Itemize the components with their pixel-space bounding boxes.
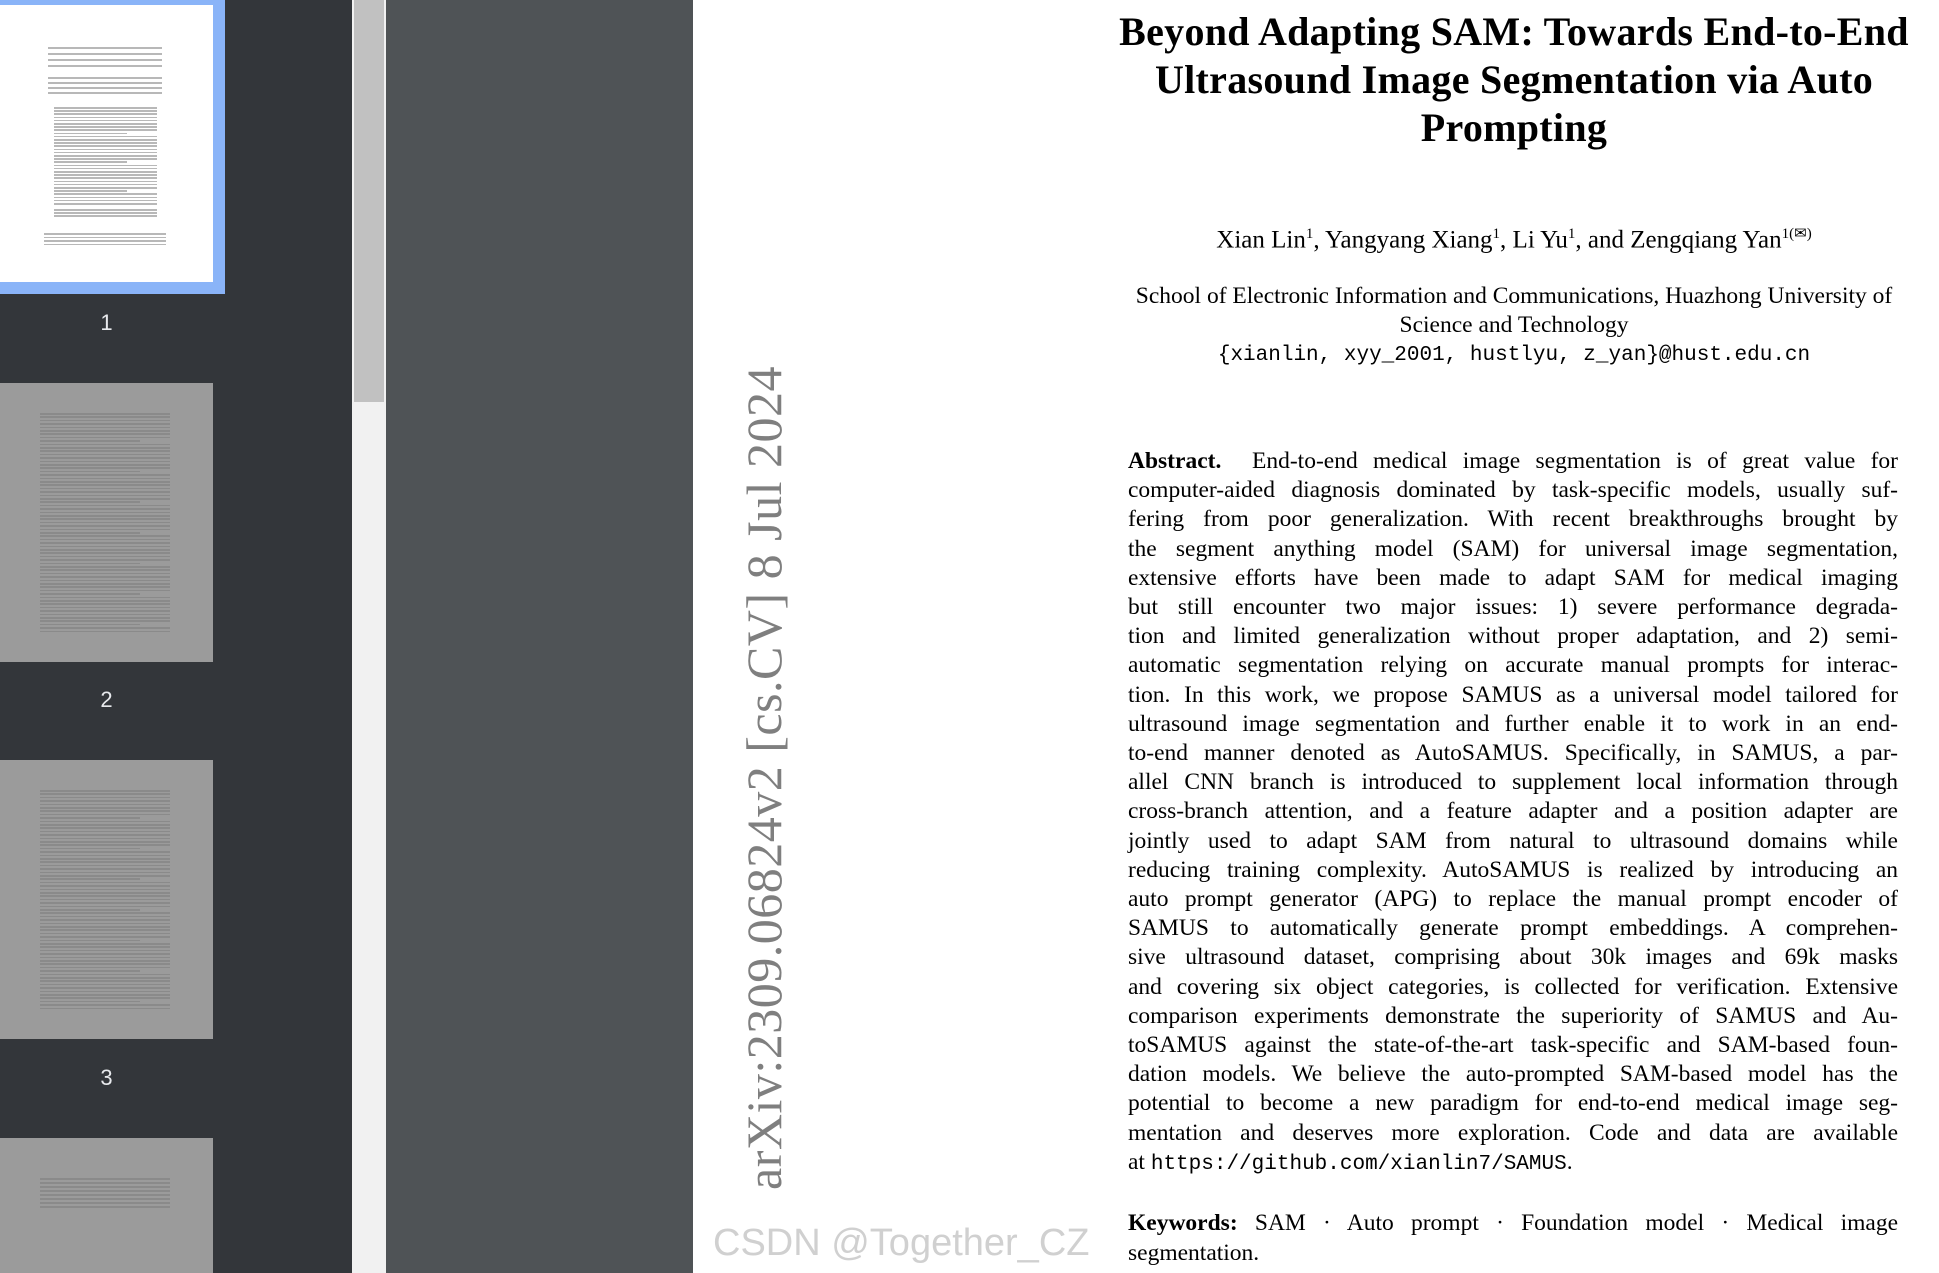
abstract-line: fering from poor generalization. With recent breakthroughs brought by bbox=[1128, 506, 1898, 533]
abstract-line: allel CNN branch is introduced to supplement local information through bbox=[1128, 769, 1898, 796]
thumbnail-text-line bbox=[40, 413, 170, 415]
thumbnail-text-line bbox=[40, 614, 170, 616]
thumbnail-text-line bbox=[40, 831, 170, 833]
thumbnail-sidebar bbox=[0, 0, 352, 1273]
thumbnail-text-line bbox=[40, 505, 170, 507]
thumbnail-text-line bbox=[40, 471, 140, 473]
thumbnail-text-line bbox=[40, 498, 170, 500]
abstract-line: sive ultrasound dataset, comprising about 30k images and 69k masks bbox=[1128, 944, 1898, 971]
abstract-line: mentation and deserves more exploration. Code and data are available bbox=[1128, 1119, 1898, 1146]
thumbnail-text-line bbox=[40, 872, 170, 874]
thumbnail-text-line bbox=[54, 177, 157, 179]
thumbnail-text-line bbox=[48, 65, 162, 67]
affiliation: Science and Technology bbox=[1399, 312, 1629, 338]
page-thumbnail-3[interactable] bbox=[0, 760, 213, 1039]
abstract-line: reducing training complexity. AutoSAMUS is realized by introducing an bbox=[1128, 856, 1898, 883]
thumbnail-text-line bbox=[40, 970, 140, 972]
abstract-text: at bbox=[1128, 1148, 1151, 1175]
thumbnail-text-line bbox=[40, 953, 170, 955]
affiliation-mark: 1 bbox=[1492, 226, 1501, 242]
thumbnail-text-line bbox=[40, 600, 170, 602]
thumbnail-text-line bbox=[54, 203, 157, 205]
thumbnail-text-line bbox=[40, 987, 170, 989]
thumbnail-text-line bbox=[40, 631, 170, 633]
thumbnail-text-line bbox=[40, 1206, 170, 1208]
title-line: Prompting bbox=[1420, 105, 1608, 150]
thumbnail-text-line bbox=[40, 889, 170, 891]
thumbnail-text-line bbox=[40, 875, 170, 877]
thumbnail-text-line bbox=[40, 515, 170, 517]
thumbnail-text-line bbox=[40, 484, 170, 486]
affiliation-mark: 1(✉) bbox=[1781, 226, 1812, 242]
abstract-line bbox=[1128, 1148, 1898, 1179]
author-name: Li Yu bbox=[1512, 226, 1568, 254]
thumbnail-text-line bbox=[48, 47, 162, 49]
thumbnail-text-line bbox=[48, 82, 162, 84]
thumbnail-text-line bbox=[54, 139, 157, 141]
thumbnail-text-line bbox=[40, 549, 170, 551]
keywords bbox=[1128, 1208, 1898, 1268]
thumbnail-text-line bbox=[40, 532, 140, 534]
thumbnail-text-line bbox=[54, 155, 157, 157]
thumbnail-text-line bbox=[40, 902, 170, 904]
thumbnail-text-line bbox=[40, 576, 170, 578]
thumbnail-text-line bbox=[40, 447, 170, 449]
thumbnail-text-line bbox=[40, 963, 170, 965]
page-number-label: 2 bbox=[100, 687, 113, 712]
thumbnail-text-line bbox=[40, 800, 170, 802]
thumbnail-text-line bbox=[40, 912, 170, 914]
author-list bbox=[1086, 224, 1939, 254]
thumbnail-text-line bbox=[40, 855, 170, 857]
thumbnail-text-line bbox=[54, 197, 157, 199]
abstract-line: cross-branch attention, and a feature adapter and a position adapter are bbox=[1128, 798, 1898, 825]
thumbnail-text-line bbox=[40, 817, 140, 819]
thumbnail-text-line bbox=[40, 943, 170, 945]
thumbnail-text-line bbox=[40, 573, 170, 575]
thumbnail-text-line bbox=[40, 603, 170, 605]
thumbnail-text-line bbox=[40, 1178, 170, 1180]
abstract-line: and covering six object categories, is collected for verification. Extensive bbox=[1128, 973, 1898, 1000]
abstract-text: . bbox=[1566, 1148, 1573, 1175]
thumbnail-text-line bbox=[54, 187, 157, 189]
thumbnail-text-line bbox=[40, 440, 140, 442]
thumbnail-text-line bbox=[40, 620, 170, 622]
thumbnail-text-line bbox=[54, 181, 157, 183]
thumbnail-text-line bbox=[54, 190, 127, 192]
thumbnail-text-line bbox=[40, 848, 140, 850]
thumbnail-text-line bbox=[54, 136, 157, 138]
separator: , and bbox=[1575, 226, 1631, 254]
thumbnail-text-line bbox=[54, 161, 127, 163]
abstract-line: tion. In this work, we propose SAMUS as a universal model tailored for bbox=[1128, 681, 1898, 708]
thumbnail-text-line bbox=[40, 851, 170, 853]
abstract-line: toSAMUS against the state-of-the-art task-specific and SAM-based foun- bbox=[1128, 1032, 1898, 1059]
thumbnail-text-line bbox=[54, 149, 157, 151]
thumbnail-text-line bbox=[54, 120, 157, 122]
thumbnail-text-line bbox=[40, 936, 170, 938]
thumbnail-text-line bbox=[40, 488, 170, 490]
thumbnail-text-line bbox=[40, 1004, 170, 1006]
thumbnail-text-line bbox=[40, 1190, 170, 1192]
thumbnail-text-line bbox=[40, 522, 170, 524]
thumbnail-text-line bbox=[40, 512, 170, 514]
abstract-line: but still encounter two major issues: 1) severe performance degrada- bbox=[1128, 594, 1898, 621]
abstract-text: End-to-end medical image segmentation is of great value for bbox=[1252, 448, 1898, 474]
thumbnail-text-line bbox=[54, 184, 157, 186]
thumbnail-text-line bbox=[44, 233, 166, 235]
thumbnail-text-line bbox=[40, 960, 170, 962]
abstract-line: jointly used to adapt SAM from natural to ultrasound domains while bbox=[1128, 827, 1898, 854]
thumbnail-text-line bbox=[40, 814, 170, 816]
watermark: CSDN @Together_CZ bbox=[713, 1222, 1090, 1264]
thumbnail-text-line bbox=[40, 827, 170, 829]
thumbnail-text-line bbox=[48, 53, 162, 55]
thumbnail-text-line bbox=[40, 807, 170, 809]
thumbnail-text-line bbox=[40, 868, 170, 870]
page-number-label: 1 bbox=[100, 310, 113, 335]
thumbnail-text-line bbox=[40, 946, 170, 948]
thumbnail-text-line bbox=[40, 967, 170, 969]
thumbnail-text-line bbox=[40, 566, 170, 568]
thumbnail-text-line bbox=[40, 1008, 170, 1010]
thumbnail-text-line bbox=[40, 834, 170, 836]
thumbnail-text-line bbox=[40, 610, 170, 612]
thumbnail-text-line bbox=[40, 546, 170, 548]
thumbnail-text-line bbox=[40, 923, 170, 925]
thumbnail-text-line bbox=[40, 535, 170, 537]
abstract bbox=[1128, 447, 1898, 1179]
thumbnail-text-line bbox=[40, 539, 170, 541]
thumbnail-text-line bbox=[40, 957, 170, 959]
thumbnail-text-line bbox=[40, 991, 170, 993]
author-name: Xian Lin bbox=[1216, 226, 1306, 254]
thumbnail-text-line bbox=[40, 933, 170, 935]
thumbnail-text-line bbox=[54, 117, 157, 119]
author-emails: {xianlin, xyy_2001, hustlyu, z_yan}@hust.edu.cn bbox=[1217, 344, 1811, 367]
arxiv-stamp: arXiv:2309.06824v2 [cs.CV] 8 Jul 2024 bbox=[736, 366, 792, 1190]
title-line: Ultrasound Image Segmentation via Auto bbox=[1154, 57, 1874, 102]
thumbnail-text-line bbox=[54, 158, 157, 160]
thumbnail-text-line bbox=[40, 457, 170, 459]
author-name: Zengqiang Yan bbox=[1630, 226, 1782, 254]
page-thumbnail-2[interactable] bbox=[0, 383, 213, 662]
thumbnail-text-line bbox=[40, 882, 170, 884]
abstract-line: SAMUS to automatically generate prompt embeddings. A comprehen- bbox=[1128, 915, 1898, 942]
thumbnail-text-line bbox=[40, 790, 170, 792]
thumbnail-text-line bbox=[40, 1182, 170, 1184]
thumbnail-text-line bbox=[40, 563, 140, 565]
abstract-line: ultrasound image segmentation and further enable it to work in an end- bbox=[1128, 710, 1898, 737]
viewer-background bbox=[386, 0, 693, 1273]
thumbnail-text-line bbox=[40, 597, 170, 599]
thumbnail-text-line bbox=[48, 92, 162, 94]
page-thumbnail-1[interactable] bbox=[0, 0, 225, 294]
affiliation-mark: 1 bbox=[1567, 226, 1576, 242]
thumbnail-text-line bbox=[54, 152, 157, 154]
thumbnail-text-line bbox=[40, 895, 170, 897]
thumbnail-text-line bbox=[40, 892, 170, 894]
thumbnail-text-line bbox=[54, 171, 157, 173]
thumbnail-text-line bbox=[54, 145, 157, 147]
thumbnail-text-line bbox=[40, 491, 170, 493]
thumbnail-text-line bbox=[44, 244, 166, 246]
thumbnail-text-line bbox=[54, 133, 127, 135]
thumbnail-text-line bbox=[40, 1198, 170, 1200]
thumbnail-text-line bbox=[44, 237, 166, 239]
thumbnail-text-line bbox=[40, 423, 170, 425]
thumbnail-text-line bbox=[48, 87, 162, 89]
thumbnail-text-line bbox=[40, 427, 170, 429]
thumbnail-text-line bbox=[54, 174, 157, 176]
thumbnail-text-line bbox=[40, 542, 170, 544]
thumbnail-text-line bbox=[54, 212, 157, 214]
paper-title bbox=[1086, 8, 1939, 152]
thumbnail-text-line bbox=[54, 110, 157, 112]
pdf-page bbox=[693, 0, 1939, 1273]
abstract-line: automatic segmentation relying on accurate manual prompts for interac- bbox=[1128, 652, 1898, 679]
thumbnail-text-line bbox=[40, 607, 170, 609]
thumbnail-text-line bbox=[54, 165, 157, 167]
thumbnail-text-line bbox=[40, 984, 170, 986]
thumbnail-text-line bbox=[40, 926, 170, 928]
thumbnail-text-line bbox=[40, 804, 170, 806]
thumbnail-text-line bbox=[40, 899, 170, 901]
thumbnail-text-line bbox=[40, 501, 140, 503]
thumbnail-text-line bbox=[40, 909, 140, 911]
thumbnail-text-line bbox=[40, 552, 170, 554]
thumbnail-text-line bbox=[40, 994, 170, 996]
keywords-text: SAM · Auto prompt · Foundation model · Medical image bbox=[1254, 1210, 1898, 1236]
thumbnail-text-line bbox=[40, 858, 170, 860]
thumbnail-text-line bbox=[40, 593, 140, 595]
thumbnail-text-line bbox=[40, 950, 170, 952]
thumbnail-text-line bbox=[40, 430, 170, 432]
thumbnail-text-line bbox=[40, 420, 170, 422]
separator: , bbox=[1500, 226, 1513, 254]
thumbnail-text-line bbox=[40, 940, 140, 942]
code-link[interactable]: https://github.com/xianlin7/SAMUS bbox=[1150, 1152, 1567, 1176]
thumbnail-text-line bbox=[40, 478, 170, 480]
abstract-line: to-end manner denoted as AutoSAMUS. Specifically, in SAMUS, a par- bbox=[1128, 740, 1898, 767]
thumbnail-text-line bbox=[40, 974, 170, 976]
thumbnail-text-line bbox=[40, 885, 170, 887]
thumbnail-text-line bbox=[40, 525, 170, 527]
affiliation: School of Electronic Information and Communications, Huazhong University of bbox=[1135, 283, 1893, 309]
separator: , bbox=[1313, 226, 1325, 254]
thumbnail-text-line bbox=[44, 240, 166, 242]
thumbnail-text-line bbox=[40, 919, 170, 921]
thumbnail-text-line bbox=[40, 878, 140, 880]
thumbnail-text-line bbox=[54, 107, 157, 109]
thumbnail-text-line bbox=[40, 495, 170, 497]
thumbnail-text-line bbox=[40, 454, 170, 456]
thumbnail-text-line bbox=[40, 433, 170, 435]
thumbnail-text-line bbox=[40, 461, 170, 463]
thumbnail-text-line bbox=[40, 464, 170, 466]
abstract-line: auto prompt generator (APG) to replace the manual prompt encoder of bbox=[1128, 886, 1898, 913]
keywords-label: Keywords: bbox=[1128, 1210, 1238, 1236]
thumbnail-text-line bbox=[40, 474, 170, 476]
thumbnail-text-line bbox=[40, 590, 170, 592]
sidebar-scrollbar[interactable] bbox=[352, 0, 386, 1273]
abstract-label: Abstract. bbox=[1128, 448, 1222, 474]
thumbnail-text-line bbox=[48, 59, 162, 61]
abstract-line: dation models. We believe the auto-prompted SAM-based model has the bbox=[1128, 1061, 1898, 1088]
thumbnail-text-line bbox=[40, 977, 170, 979]
thumbnail-text-line bbox=[40, 865, 170, 867]
thumbnail-text-line bbox=[54, 193, 157, 195]
abstract-line: comparison experiments demonstrate the superiority of SAMUS and Au- bbox=[1128, 1002, 1898, 1029]
thumbnail-text-line bbox=[54, 215, 157, 217]
thumbnail-text-line bbox=[54, 168, 157, 170]
affiliation-mark: 1 bbox=[1305, 226, 1314, 242]
thumbnail-text-line bbox=[40, 1186, 170, 1188]
thumbnail-text-line bbox=[40, 467, 170, 469]
thumbnail-text-line bbox=[40, 569, 170, 571]
thumbnail-text-line bbox=[40, 617, 170, 619]
scrollbar-thumb[interactable] bbox=[354, 0, 384, 402]
thumbnail-text-line bbox=[40, 793, 170, 795]
thumbnail-text-line bbox=[40, 580, 170, 582]
thumbnail-text-line bbox=[54, 200, 157, 202]
thumbnail-text-line bbox=[40, 556, 170, 558]
thumbnail-text-line bbox=[40, 627, 170, 629]
thumbnail-text-line bbox=[40, 508, 170, 510]
author-name: Yangyang Xiang bbox=[1324, 226, 1493, 254]
thumbnail-text-line bbox=[40, 559, 170, 561]
thumbnail-text-line bbox=[54, 113, 157, 115]
thumbnail-text-line bbox=[40, 1202, 170, 1204]
thumbnail-text-line bbox=[40, 437, 170, 439]
thumbnail-text-line bbox=[40, 583, 170, 585]
thumbnail-text-line bbox=[40, 838, 170, 840]
thumbnail-text-line bbox=[40, 861, 170, 863]
title-line: Beyond Adapting SAM: Towards End-to-End bbox=[1119, 9, 1909, 54]
thumbnail-text-line bbox=[40, 586, 170, 588]
abstract-line bbox=[1128, 447, 1898, 476]
thumbnail-text-line bbox=[40, 481, 170, 483]
keywords-text: segmentation. bbox=[1128, 1240, 1260, 1266]
thumbnail-text-line bbox=[40, 1194, 170, 1196]
thumbnail-text-line bbox=[40, 416, 170, 418]
thumbnail-text-line bbox=[40, 906, 170, 908]
thumbnail-text-line bbox=[40, 841, 170, 843]
thumbnail-text-line bbox=[54, 129, 157, 131]
thumbnail-text-line bbox=[40, 529, 170, 531]
thumbnail-text-line bbox=[40, 797, 170, 799]
abstract-line: computer-aided diagnosis dominated by task-specific models, usually suf- bbox=[1128, 477, 1898, 504]
page-thumbnail-4[interactable] bbox=[0, 1138, 213, 1273]
abstract-line: extensive efforts have been made to adapt SAM for medical imaging bbox=[1128, 564, 1898, 591]
thumbnail-text-line bbox=[40, 916, 170, 918]
abstract-line: tion and limited generalization without proper adaptation, and 2) semi- bbox=[1128, 623, 1898, 650]
thumbnail-text-line bbox=[40, 450, 170, 452]
thumbnail-text-line bbox=[48, 77, 162, 79]
thumbnail-text-line bbox=[40, 624, 140, 626]
thumbnail-text-line bbox=[40, 518, 170, 520]
thumbnail-text-line bbox=[40, 444, 170, 446]
thumbnail-text-line bbox=[40, 821, 170, 823]
thumbnail-text-line bbox=[40, 997, 170, 999]
page-number-label: 3 bbox=[100, 1065, 113, 1090]
thumbnail-text-line bbox=[40, 980, 170, 982]
thumbnail-text-line bbox=[40, 844, 170, 846]
abstract-line: the segment anything model (SAM) for universal image segmentation, bbox=[1128, 535, 1898, 562]
thumbnail-text-line bbox=[40, 1001, 140, 1003]
thumbnail-text-line bbox=[54, 142, 157, 144]
thumbnail-text-line bbox=[54, 126, 157, 128]
thumbnail-text-line bbox=[54, 123, 157, 125]
thumbnail-text-line bbox=[40, 824, 170, 826]
thumbnail-text-line bbox=[40, 929, 170, 931]
abstract-line: potential to become a new paradigm for end-to-end medical image seg- bbox=[1128, 1090, 1898, 1117]
thumbnail-text-line bbox=[54, 209, 157, 211]
thumbnail-text-line bbox=[40, 810, 170, 812]
